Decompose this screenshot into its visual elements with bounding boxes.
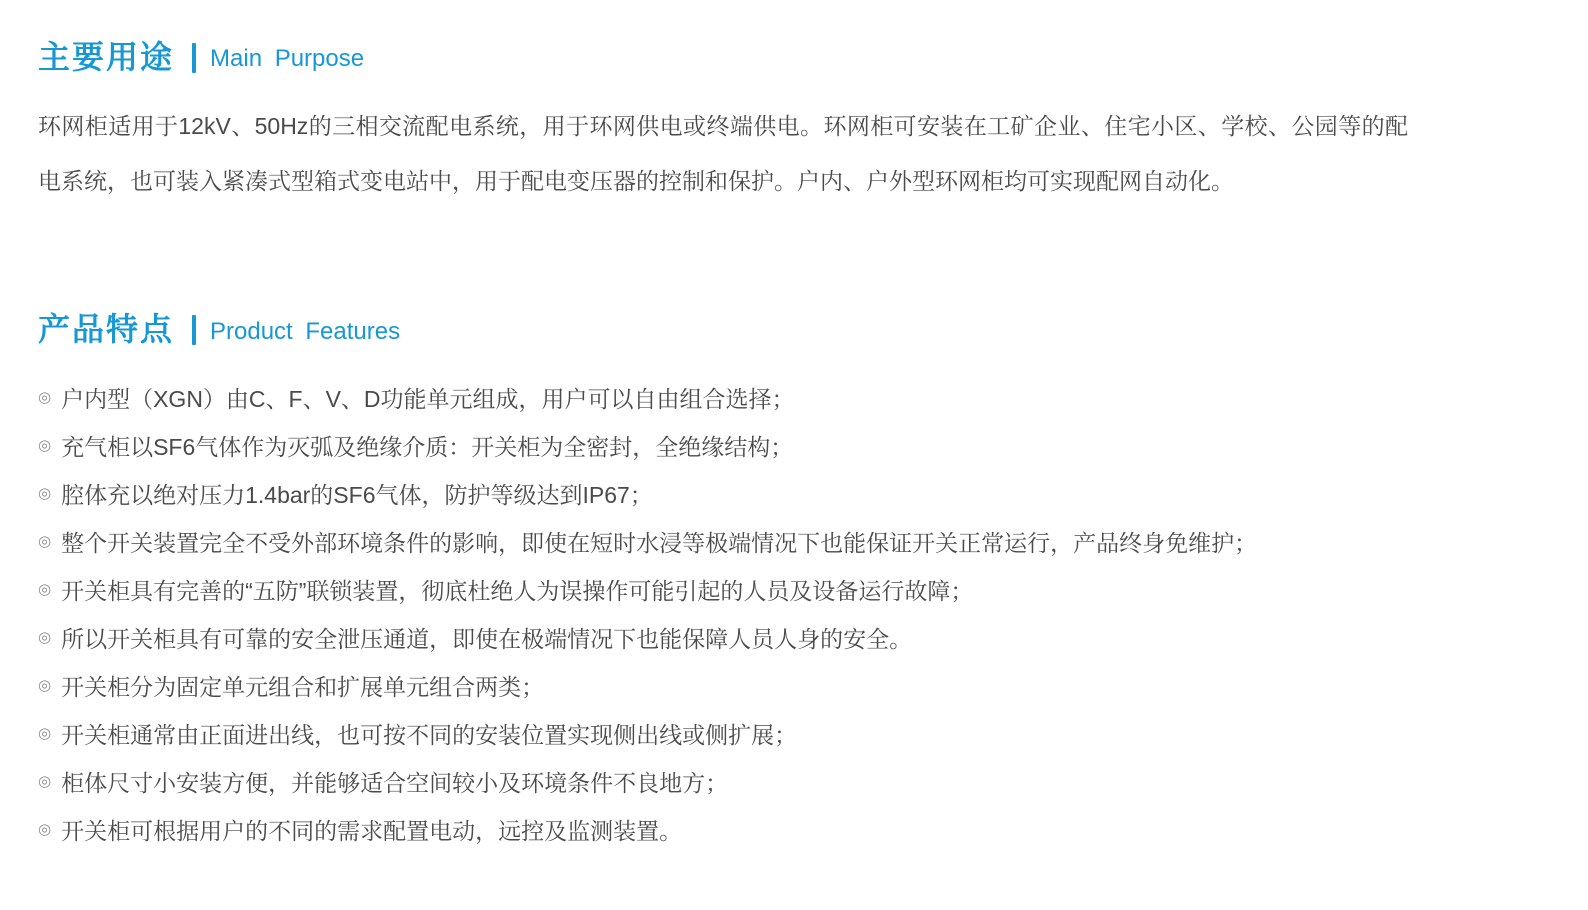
feature-item: [38, 757, 1548, 805]
feature-text: 整个开关装置完全不受外部环境条件的影响，即使在短时水浸等极端情况下也能保证开关正常运行，产品终身免维护；: [61, 529, 1258, 556]
feature-item: [38, 805, 1548, 853]
feature-item: [38, 709, 1548, 757]
bullet-icon: ◎: [38, 436, 52, 454]
bullet-icon: ◎: [38, 724, 52, 742]
bullet-icon: ◎: [38, 820, 52, 838]
feature-item: [38, 469, 1548, 517]
feature-item: [38, 373, 1548, 421]
bullet-icon: ◎: [38, 484, 52, 502]
feature-item: [38, 613, 1548, 661]
feature-text: 柜体尺寸小安装方便，并能够适合空间较小及环境条件不良地方；: [61, 769, 729, 796]
product-features-section: [38, 312, 1548, 853]
feature-item: [38, 661, 1548, 709]
main-purpose-title-zh: 主要用途: [38, 39, 175, 75]
feature-text: 所以开关柜具有可靠的安全泄压通道，即使在极端情况下也能保障人员人身的安全。: [61, 625, 913, 652]
feature-text: 开关柜可根据用户的不同的需求配置电动，远控及监测装置。: [61, 817, 683, 844]
bullet-icon: ◎: [38, 676, 52, 694]
feature-text: 户内型（XGN）由C、F、V、D功能单元组成，用户可以自由组合选择；: [61, 385, 795, 412]
bullet-icon: ◎: [38, 580, 52, 598]
feature-text: 开关柜具有完善的“五防”联锁装置，彻底杜绝人为误操作可能引起的人员及设备运行故障；: [61, 577, 974, 604]
feature-text: 开关柜通常由正面进出线，也可按不同的安装位置实现侧出线或侧扩展；: [61, 721, 798, 748]
main-purpose-header: [38, 40, 1548, 75]
title-divider-bar: [192, 43, 196, 73]
main-purpose-section: [38, 40, 1548, 209]
bullet-icon: ◎: [38, 772, 52, 790]
bullet-icon: ◎: [38, 532, 52, 550]
feature-text: 充气柜以SF6气体作为灭弧及绝缘介质：开关柜为全密封，全绝缘结构；: [61, 433, 794, 460]
product-features-title-en: Product Features: [210, 317, 401, 345]
bullet-icon: ◎: [38, 388, 52, 406]
feature-item: [38, 421, 1548, 469]
bullet-icon: ◎: [38, 628, 52, 646]
feature-item: [38, 517, 1548, 565]
feature-item: [38, 565, 1548, 613]
features-list: [38, 373, 1548, 853]
title-divider-bar: [192, 315, 196, 345]
product-features-title-zh: 产品特点: [38, 311, 175, 348]
main-purpose-title-en: Main Purpose: [210, 45, 365, 73]
product-features-header: [38, 312, 1548, 347]
feature-text: 腔体充以绝对压力1.4bar的SF6气体，防护等级达到IP67；: [61, 481, 653, 508]
feature-text: 开关柜分为固定单元组合和扩展单元组合两类；: [61, 673, 545, 700]
main-purpose-paragraph: 环网柜适用于12kV、50Hz的三相交流配电系统，用于环网供电或终端供电。环网柜可安装在工矿企业、住宅小区、学校、公园等的配电系统，也可装入紧凑式型箱式变电站中，用于配电变压器的控制和保护。户内、户外型环网柜均可实现配网自动化。: [38, 113, 1408, 195]
